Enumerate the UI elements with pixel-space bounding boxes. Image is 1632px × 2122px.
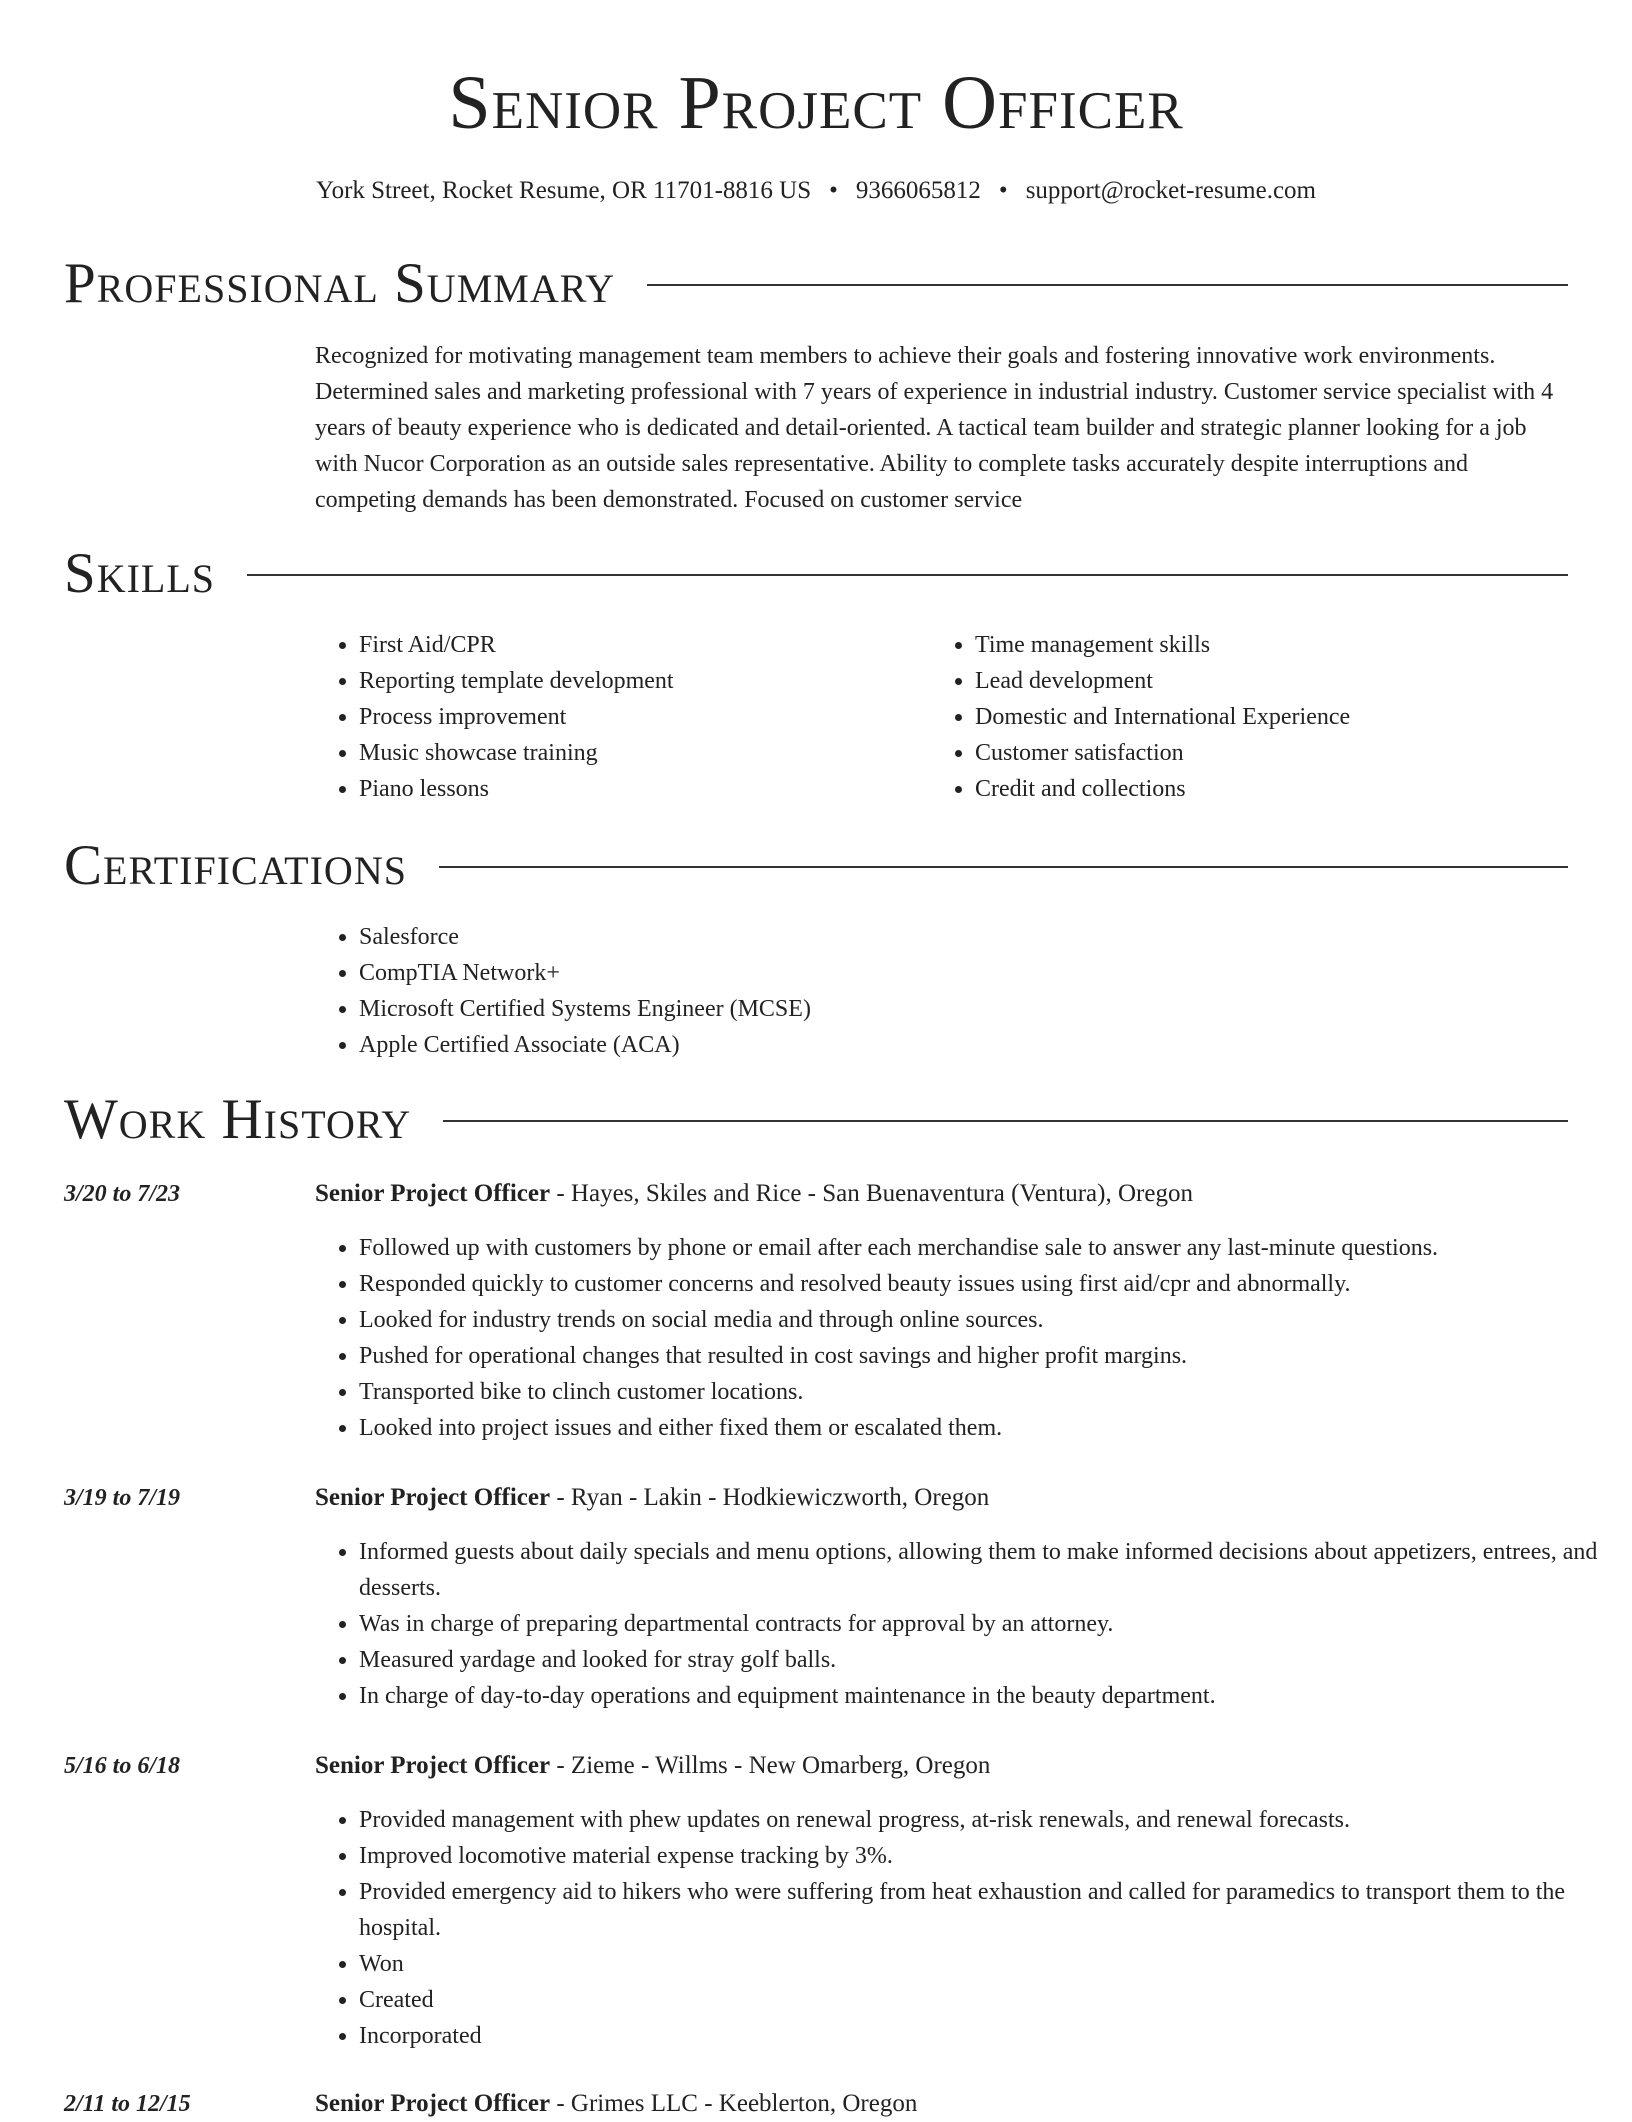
job-dates: 5/16 to 6/18 — [64, 1753, 181, 1779]
duty-item: • Created — [359, 1982, 1632, 2018]
duty-item: • Followed up with customers by phone or email after each merchandise sale to answer any last-minute questions. — [359, 1230, 1632, 1266]
skill-item: • Lead development — [975, 663, 1551, 699]
skill-item: • Customer satisfaction — [975, 735, 1551, 771]
duty-item: • Provided management with phew updates on renewal progress, at-risk renewals, and renewal forecasts. — [359, 1802, 1632, 1838]
duty-item: • Was in charge of preparing departmental contracts for approval by an attorney. — [359, 1606, 1632, 1642]
skill-item: • Piano lessons — [359, 771, 915, 807]
duty-item: • Improved locomotive material expense tracking by 3%. — [359, 1838, 1632, 1874]
contact-separator: • — [998, 177, 1008, 204]
skill-item: • Time management skills — [975, 627, 1551, 663]
skill-item: • Music showcase training — [359, 735, 915, 771]
section-title: Certifications — [64, 834, 407, 897]
contact-line — [0, 174, 1632, 208]
duty-item: • Looked for industry trends on social media and through online sources. — [359, 1302, 1632, 1338]
duty-item: • Pushed for operational changes that resulted in cost savings and higher profit margins. — [359, 1338, 1632, 1374]
job-title-line — [315, 2086, 917, 2122]
duty-item: • Incorporated — [359, 2018, 1632, 2054]
duties-list — [315, 1230, 1632, 1446]
job-employer: - Hayes, Skiles and Rice - San Buenaventura (Ventura), Oregon — [550, 1180, 1193, 1207]
section-divider — [443, 1120, 1568, 1122]
section-skills — [64, 542, 1568, 606]
section-certifications — [64, 834, 1568, 898]
job-dates: 2/11 to 12/15 — [64, 2091, 191, 2117]
duty-item: • In charge of day-to-day operations and equipment maintenance in the beauty department. — [359, 1678, 1632, 1714]
certification-item: • Salesforce — [359, 919, 1515, 955]
section-professional-summary — [64, 252, 1568, 316]
skill-item: • Domestic and International Experience — [975, 699, 1551, 735]
job-dates: 3/20 to 7/23 — [64, 1181, 181, 1207]
section-title: Work History — [64, 1088, 412, 1151]
job-title-line — [315, 1176, 1193, 1212]
section-divider — [439, 866, 1568, 868]
section-title: Professional Summary — [64, 252, 616, 315]
skill-item: • Reporting template development — [359, 663, 915, 699]
duties-list — [315, 1802, 1632, 2054]
job-employer: - Ryan - Lakin - Hodkiewiczworth, Oregon — [550, 1484, 990, 1511]
skill-item: • Credit and collections — [975, 771, 1551, 807]
duty-item: • Measured yardage and looked for stray golf balls. — [359, 1642, 1632, 1678]
certification-item: • Microsoft Certified Systems Engineer (MCSE) — [359, 991, 1515, 1027]
job-title: Senior Project Officer — [315, 1752, 551, 1779]
section-work-history — [64, 1088, 1568, 1152]
skills-right-column — [931, 627, 1551, 807]
job-employer: - Grimes LLC - Keeblerton, Oregon — [550, 2090, 918, 2117]
skill-item: • Process improvement — [359, 699, 915, 735]
job-employer: - Zieme - Willms - New Omarberg, Oregon — [550, 1752, 991, 1779]
section-divider — [247, 574, 1568, 576]
skills-left-column — [315, 627, 915, 807]
job-duties — [315, 1230, 1632, 1446]
job-dates: 3/19 to 7/19 — [64, 1485, 181, 1511]
skills-list — [315, 627, 915, 807]
duty-item: • Responded quickly to customer concerns and resolved beauty issues using first aid/cpr and abnormally. — [359, 1266, 1632, 1302]
skill-item: • First Aid/CPR — [359, 627, 915, 663]
skills-list — [931, 627, 1551, 807]
section-divider — [647, 284, 1568, 286]
job-title: Senior Project Officer — [315, 1180, 551, 1207]
certifications-block — [315, 919, 1515, 1063]
certification-item: • CompTIA Network+ — [359, 955, 1515, 991]
section-title: Skills — [64, 542, 216, 605]
duty-item: • Provided emergency aid to hikers who were suffering from heat exhaustion and called for paramedics to transport them to the hospital. — [359, 1874, 1632, 1946]
duty-item: • Won — [359, 1946, 1632, 1982]
job-duties — [315, 1534, 1632, 1714]
duty-item: • Transported bike to clinch customer locations. — [359, 1374, 1632, 1410]
duty-item: • Looked into project issues and either fixed them or escalated them. — [359, 1410, 1632, 1446]
duties-list — [315, 1534, 1632, 1714]
job-title: Senior Project Officer — [315, 1484, 551, 1511]
summary-text: Recognized for motivating management team members to achieve their goals and fostering innovative work environments. Determined sales and marketing professional with 7 years of experience in industrial industry. Customer service specialist with 4 years of beauty experience who is dedicated and detail-oriented. A tactical team builder and strategic planner looking for a job with Nucor Corporation as an outside sales representative. Ability to complete tasks accurately despite interruptions and competing demands has been demonstrated. Focused on customer service — [315, 343, 1554, 513]
job-title-line — [315, 1748, 990, 1784]
job-title: Senior Project Officer — [315, 2090, 551, 2117]
job-duties — [315, 1802, 1632, 2054]
job-title-line — [315, 1480, 989, 1516]
contact-separator: • — [829, 177, 838, 204]
contact-address: York Street, Rocket Resume, OR 11701-8816 US — [316, 177, 812, 204]
contact-phone: 9366065812 — [855, 177, 981, 204]
certification-item: • Apple Certified Associate (ACA) — [359, 1027, 1515, 1063]
contact-email[interactable]: support@rocket-resume.com — [1025, 177, 1316, 204]
duty-item: • Informed guests about daily specials and menu options, allowing them to make informed decisions about appetizers, entrees, and desserts. — [359, 1534, 1632, 1606]
resume-name: Senior Project Officer — [448, 61, 1184, 145]
certifications-list — [315, 919, 1515, 1063]
